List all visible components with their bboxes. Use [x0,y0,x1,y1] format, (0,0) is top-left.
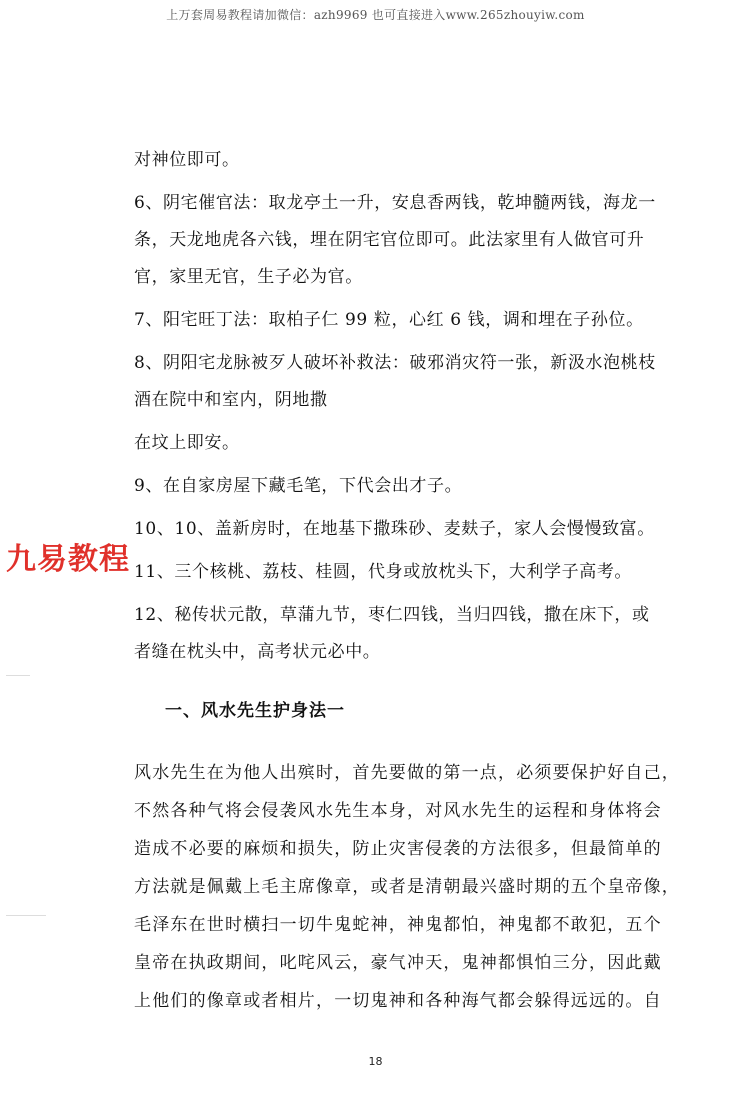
body-line: 方法就是佩戴上毛主席像章，或者是清朝最兴盛时期的五个皇帝像， [134,877,680,897]
line: 条，天龙地虎各六钱，埋在阴宅官位即可。此法家里有人做官可升 [134,230,645,250]
paragraph-4 [134,425,674,462]
watermark-logo: 九易教程 [6,542,130,577]
scan-mark [6,915,46,916]
line: 者缝在枕头中，高考状元必中。 [134,642,381,662]
line: 12、秘传状元散，草蒲九节，枣仁四钱，当归四钱，撒在床下，或 [134,605,650,625]
line: 8、阴阳宅龙脉被歹人破坏补救法：破邪消灾符一张，新汲水泡桃枝 [134,353,656,373]
line: 10、10、盖新房时，在地基下撒珠砂、麦麸子，家人会慢慢致富。 [134,519,655,539]
line: 6、阴宅催官法：取龙亭土一升，安息香两钱，乾坤髓两钱，海龙一 [134,193,656,213]
paragraph-7 [134,554,674,591]
paragraph-1 [134,185,674,296]
page-header-banner: 上万套周易教程请加微信：azh9969 也可直接进入www.265zhouyiw.com [166,8,585,22]
body-line: 风水先生在为他人出殡时，首先要做的第一点，必须要保护好自己， [134,763,680,783]
line: 11、三个核桃、荔枝、桂圆，代身或放枕头下，大利学子高考。 [134,562,633,582]
paragraph-3 [134,345,674,419]
page-number: 18 [368,1055,383,1068]
body-line: 造成不必要的麻烦和损失，防止灾害侵袭的方法很多，但最简单的 [134,839,662,859]
line: 对神位即可。 [134,150,240,170]
line: 官，家里无官，生子必为官。 [134,267,363,287]
paragraph-2 [134,302,674,339]
paragraph-6 [134,511,674,548]
paragraph-0 [134,142,674,179]
body-line: 毛泽东在世时横扫一切牛鬼蛇神，神鬼都怕，神鬼都不敢犯，五个 [134,915,662,935]
line: 9、在自家房屋下藏毛笔，下代会出才子。 [134,476,463,496]
body-line: 不然各种气将会侵袭风水先生本身，对风水先生的运程和身体将会 [134,801,662,821]
body-line: 上他们的像章或者相片，一切鬼神和各种海气都会躲得远远的。自 [134,991,662,1011]
section-body [134,754,680,1020]
line: 在坟上即安。 [134,433,240,453]
body-line: 皇帝在执政期间，叱咤风云，豪气冲天，鬼神都惧怕三分，因此戴 [134,953,662,973]
section-title: 一、风水先生护身法一 [165,701,345,721]
line: 酒在院中和室内，阴地撒 [134,390,328,410]
paragraph-5 [134,468,674,505]
scan-mark [6,675,30,676]
line: 7、阳宅旺丁法：取柏子仁 99 粒，心红 6 钱，调和埋在子孙位。 [134,310,644,330]
main-text [134,142,674,671]
paragraph-8 [134,597,674,671]
